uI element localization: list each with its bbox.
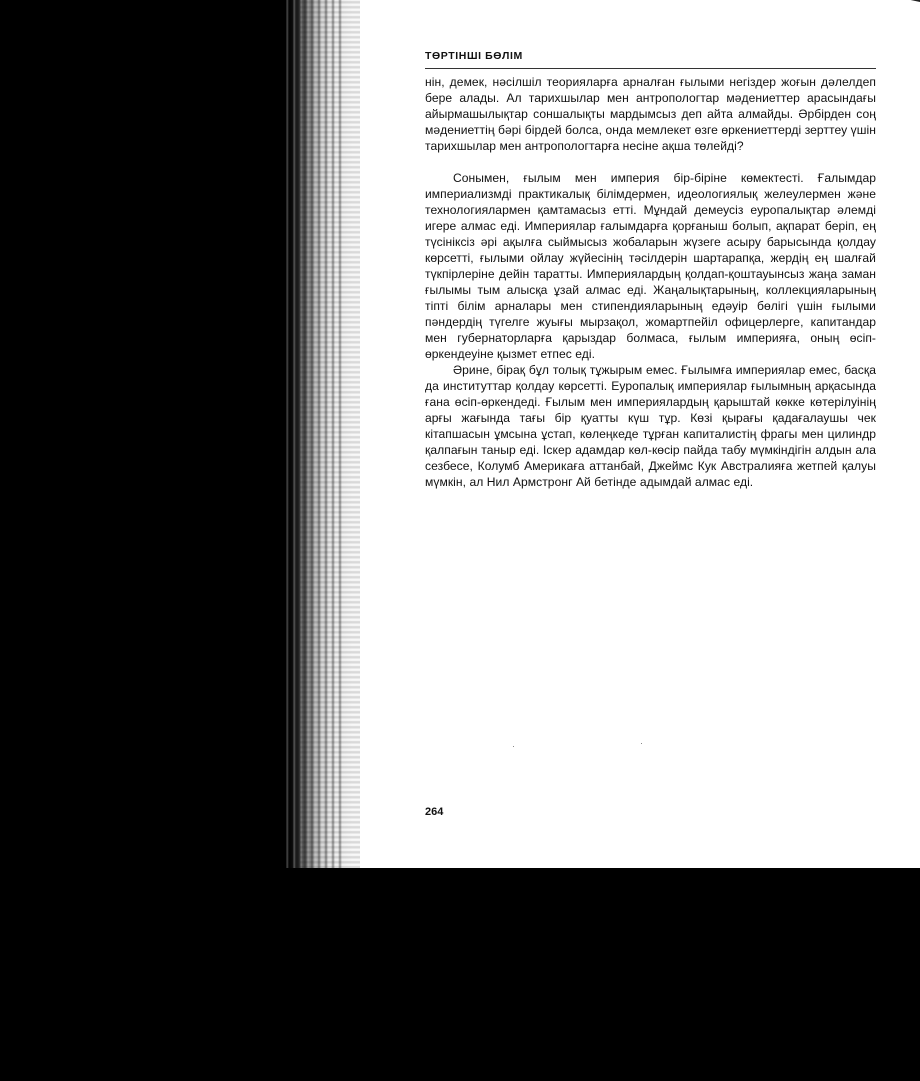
- scan-speck: [641, 743, 642, 744]
- page-body: [425, 74, 876, 490]
- paragraph-gap: [425, 154, 876, 170]
- scan-bottom-shadow: [0, 868, 920, 1081]
- paragraph-1: нін, демек, нәсілшіл теорияларға арналған ғылыми негіздер жоғын дәлелдеп бере алады. Ал тарихшылар мен антропологтар мәдениеттер арасындағы айырмашылықтар соншалықты мардымсыз деп айта алмайды. Әрбірден соң мәдениеттің бәрі бірдей болса, онда мемлекет өзге өркениеттерді зерттеу үшін тарихшылар мен антропологтарға несіне ақша төлейді?: [425, 75, 876, 153]
- corner-mark: [906, 0, 920, 8]
- paragraph-3: Әрине, бірақ бұл толық тұжырым емес. Ғылымға империялар емес, басқа да институттар қолдау көрсетті. Еуропалық империялар ғылымның арқасында ғана өсіп-өркендеді. Ғылым мен империялардың қарыштай көкке көтерілуінің арғы жағында тағы бір қуатты күш тұр. Көзі қырағы қадағалаушы чек кітапшасын ұмсына ұстап, көлеңкеде тұрған капиталистің фрагы мен цилиндр қалпағын таныр еді. Іскер адамдар көл-көсір пайда табу мүмкіндігін алдын ала сезбесе, Колумб Америкаға аттанбай, Джеймс Кук Австралияға жетпей қалуы мүмкін, ал Нил Армстронг Ай бетінде адымдай алмас еді.: [425, 363, 876, 489]
- page-number: 264: [425, 806, 444, 818]
- paragraph-2: Сонымен, ғылым мен империя бір-біріне көмектесті. Ғалымдар империализмді практикалық білімдермен, идеологиялық желеулермен және технологиялармен қамтамасыз етті. Мұндай демеусіз еуропалықтар әлемді игере алмас еді. Империялар ғалымдарға қорғаныш болып, ақпарат беріп, ең түсініксіз әрі ақылға сыймысыз жобаларын жүзеге асыру барысында қолдау көрсетті, ғылыми ойлау жүйесінің тәсілдерін шартарапқа, жердің ең шалғай түкпірлеріне дейін таратты. Империялардың қолдап-қоштауынсыз жаңа заман ғылымы тым алысқа ұзай алмас еді. Жаңалықтарының, коллекцияларының тіпті білім арналары мен стипендияларының едәуір бөлігі үшін ғылыми пәндердің түгелге жуығы мырзақол, жомартпейіл офицерлерге, капитандар мен губернаторларға қарыздар болмаса, ғылым империяға, оның өсіп-өркендеуіне қызмет етпес еді.: [425, 171, 876, 361]
- scan-speck: [513, 746, 514, 747]
- scan-binding-texture: [300, 0, 360, 868]
- header-rule: [425, 68, 876, 69]
- chapter-header: ТӨРТІНШІ БӨЛІМ: [425, 50, 523, 62]
